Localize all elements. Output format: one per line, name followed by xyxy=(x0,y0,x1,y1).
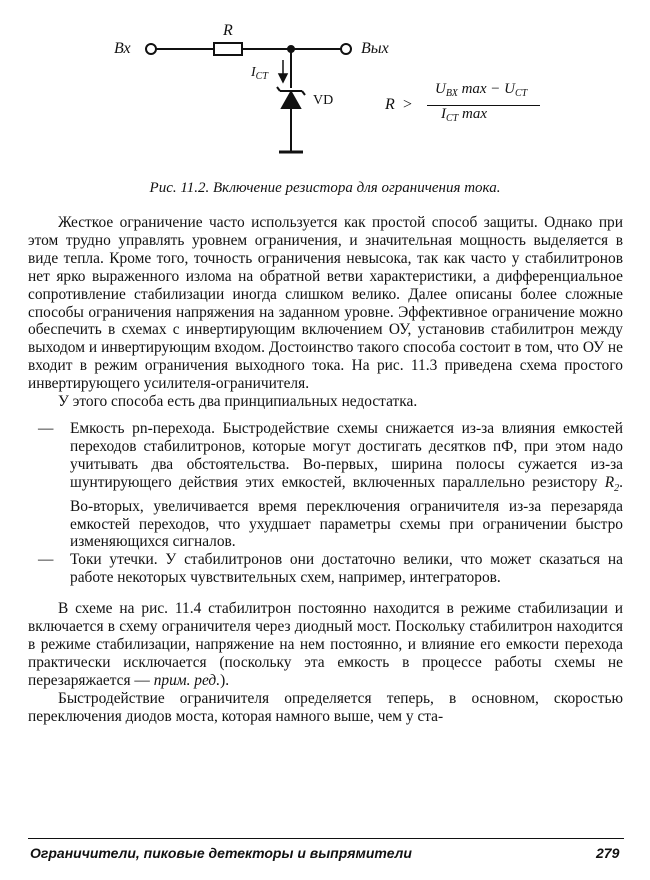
body-text xyxy=(28,214,623,726)
resistor-ref-sub: 2 xyxy=(614,482,620,494)
page-number: 279 xyxy=(596,845,620,861)
num-tail: max − U xyxy=(457,81,516,97)
num-u2-sub: СТ xyxy=(515,88,528,99)
den-i: I xyxy=(441,106,446,122)
num-u1: U xyxy=(435,81,446,97)
diode-label: VD xyxy=(313,93,334,108)
figure-11-2 xyxy=(0,0,650,175)
current-label xyxy=(251,66,268,82)
drawbacks-list xyxy=(28,420,623,587)
current-arrow xyxy=(279,60,287,82)
input-label: Вх xyxy=(114,40,131,57)
num-u1-sub: ВХ xyxy=(445,88,458,99)
paragraph-2: У этого способа есть два принципиальных недостатка. xyxy=(58,393,418,411)
paragraph-3-text: В схеме на рис. 11.4 стабилитрон постоянно находится в режиме стабилизации и включается в схему ограничителя через диодный мост. Поскольку стабилитрон находится в режиме стабилизации, напряжение на нем постоянно, и влияние его емкости перехода практически исключается (поскольку эта емкость в процессе работы схемы не перезаряжается — xyxy=(28,600,623,689)
resistor-label: R xyxy=(223,22,233,39)
footer-rule xyxy=(28,838,624,839)
list-item-text-before: Емкость pn-перехода. Быстродействие схемы снижается из-за влияния емкостей переходов стабилитронов, которые могут достигать десятков пФ, при этом надо учитывать два обстоятельства. Во-первых, ширина полосы сужается из-за шунтирующего действия этих емкостей, включенных параллельно резистору xyxy=(70,419,623,491)
den-i-sub: СТ xyxy=(446,113,459,124)
formula-denominator xyxy=(441,106,487,124)
list-item xyxy=(28,551,623,587)
editor-note: прим. ред. xyxy=(153,671,221,689)
paragraph-1: Жесткое ограничение часто используется как простой способ защиты. Однако при этом трудно управлять уровнем ограничения, и значительная мощность выделяется в виде тепла. Кроме того, точность ограничения невысока, так как часто у стабилитронов нет ярко выраженного излома на обратной ветви характеристики, а дифференциальное сопротивление стабилизации иногда слишком велико. Далее описаны более сложные способы ограничения напряжения на заданном уровне. Эффективное ограничение можно обеспечить в схемах с инвертирующим включением ОУ, установив стабилитрон между выходом и инвертирующим входом. Достоинство такого способа состоит в том, что ОУ не входит в режим ограничения выходного тока. На рис. 11.3 приведена схема простого инвертирующего усилителя-ограничителя. xyxy=(28,214,623,393)
formula-relation: > xyxy=(403,96,413,113)
list-item xyxy=(28,420,623,551)
formula-numerator xyxy=(435,81,527,99)
zener-diode-VD xyxy=(277,87,305,108)
list-item-text: Токи утечки. У стабилитронов они достаточно велики, что может сказаться на работе некоторых чувствительных схем, например, интеграторов. xyxy=(70,551,623,587)
list-item-text-after: . Во-вторых, увеличивается время переключения ограничителя из-за перезаряда емкостей переходов, что ухудшает параметры схемы при ограничении быстро изменяющихся сигналов. xyxy=(70,473,623,551)
output-label: Вых xyxy=(361,40,389,57)
formula-lhs: R xyxy=(385,96,395,113)
list-dash: — xyxy=(38,419,54,437)
paragraph-3-end: ). xyxy=(220,671,230,689)
output-terminal xyxy=(341,44,351,54)
current-label-sub: СТ xyxy=(255,71,268,82)
circuit-diagram xyxy=(0,0,650,175)
paragraph-4: Быстродействие ограничителя определяется теперь, в основном, скоростью переключения диодов моста, которая намного выше, чем у ста- xyxy=(28,689,623,725)
den-tail: max xyxy=(458,106,487,122)
resistor-ref xyxy=(604,473,620,494)
current-label-main: I xyxy=(251,65,256,80)
resistor-R xyxy=(214,43,242,55)
paragraph-3 xyxy=(28,600,623,690)
figure-caption: Рис. 11.2. Включение резистора для ограничения тока. xyxy=(149,180,501,196)
resistor-ref-main: R xyxy=(604,473,615,491)
running-footer-title: Ограничители, пиковые детекторы и выпрямители xyxy=(30,845,412,861)
input-terminal xyxy=(146,44,156,54)
list-dash: — xyxy=(38,551,54,569)
